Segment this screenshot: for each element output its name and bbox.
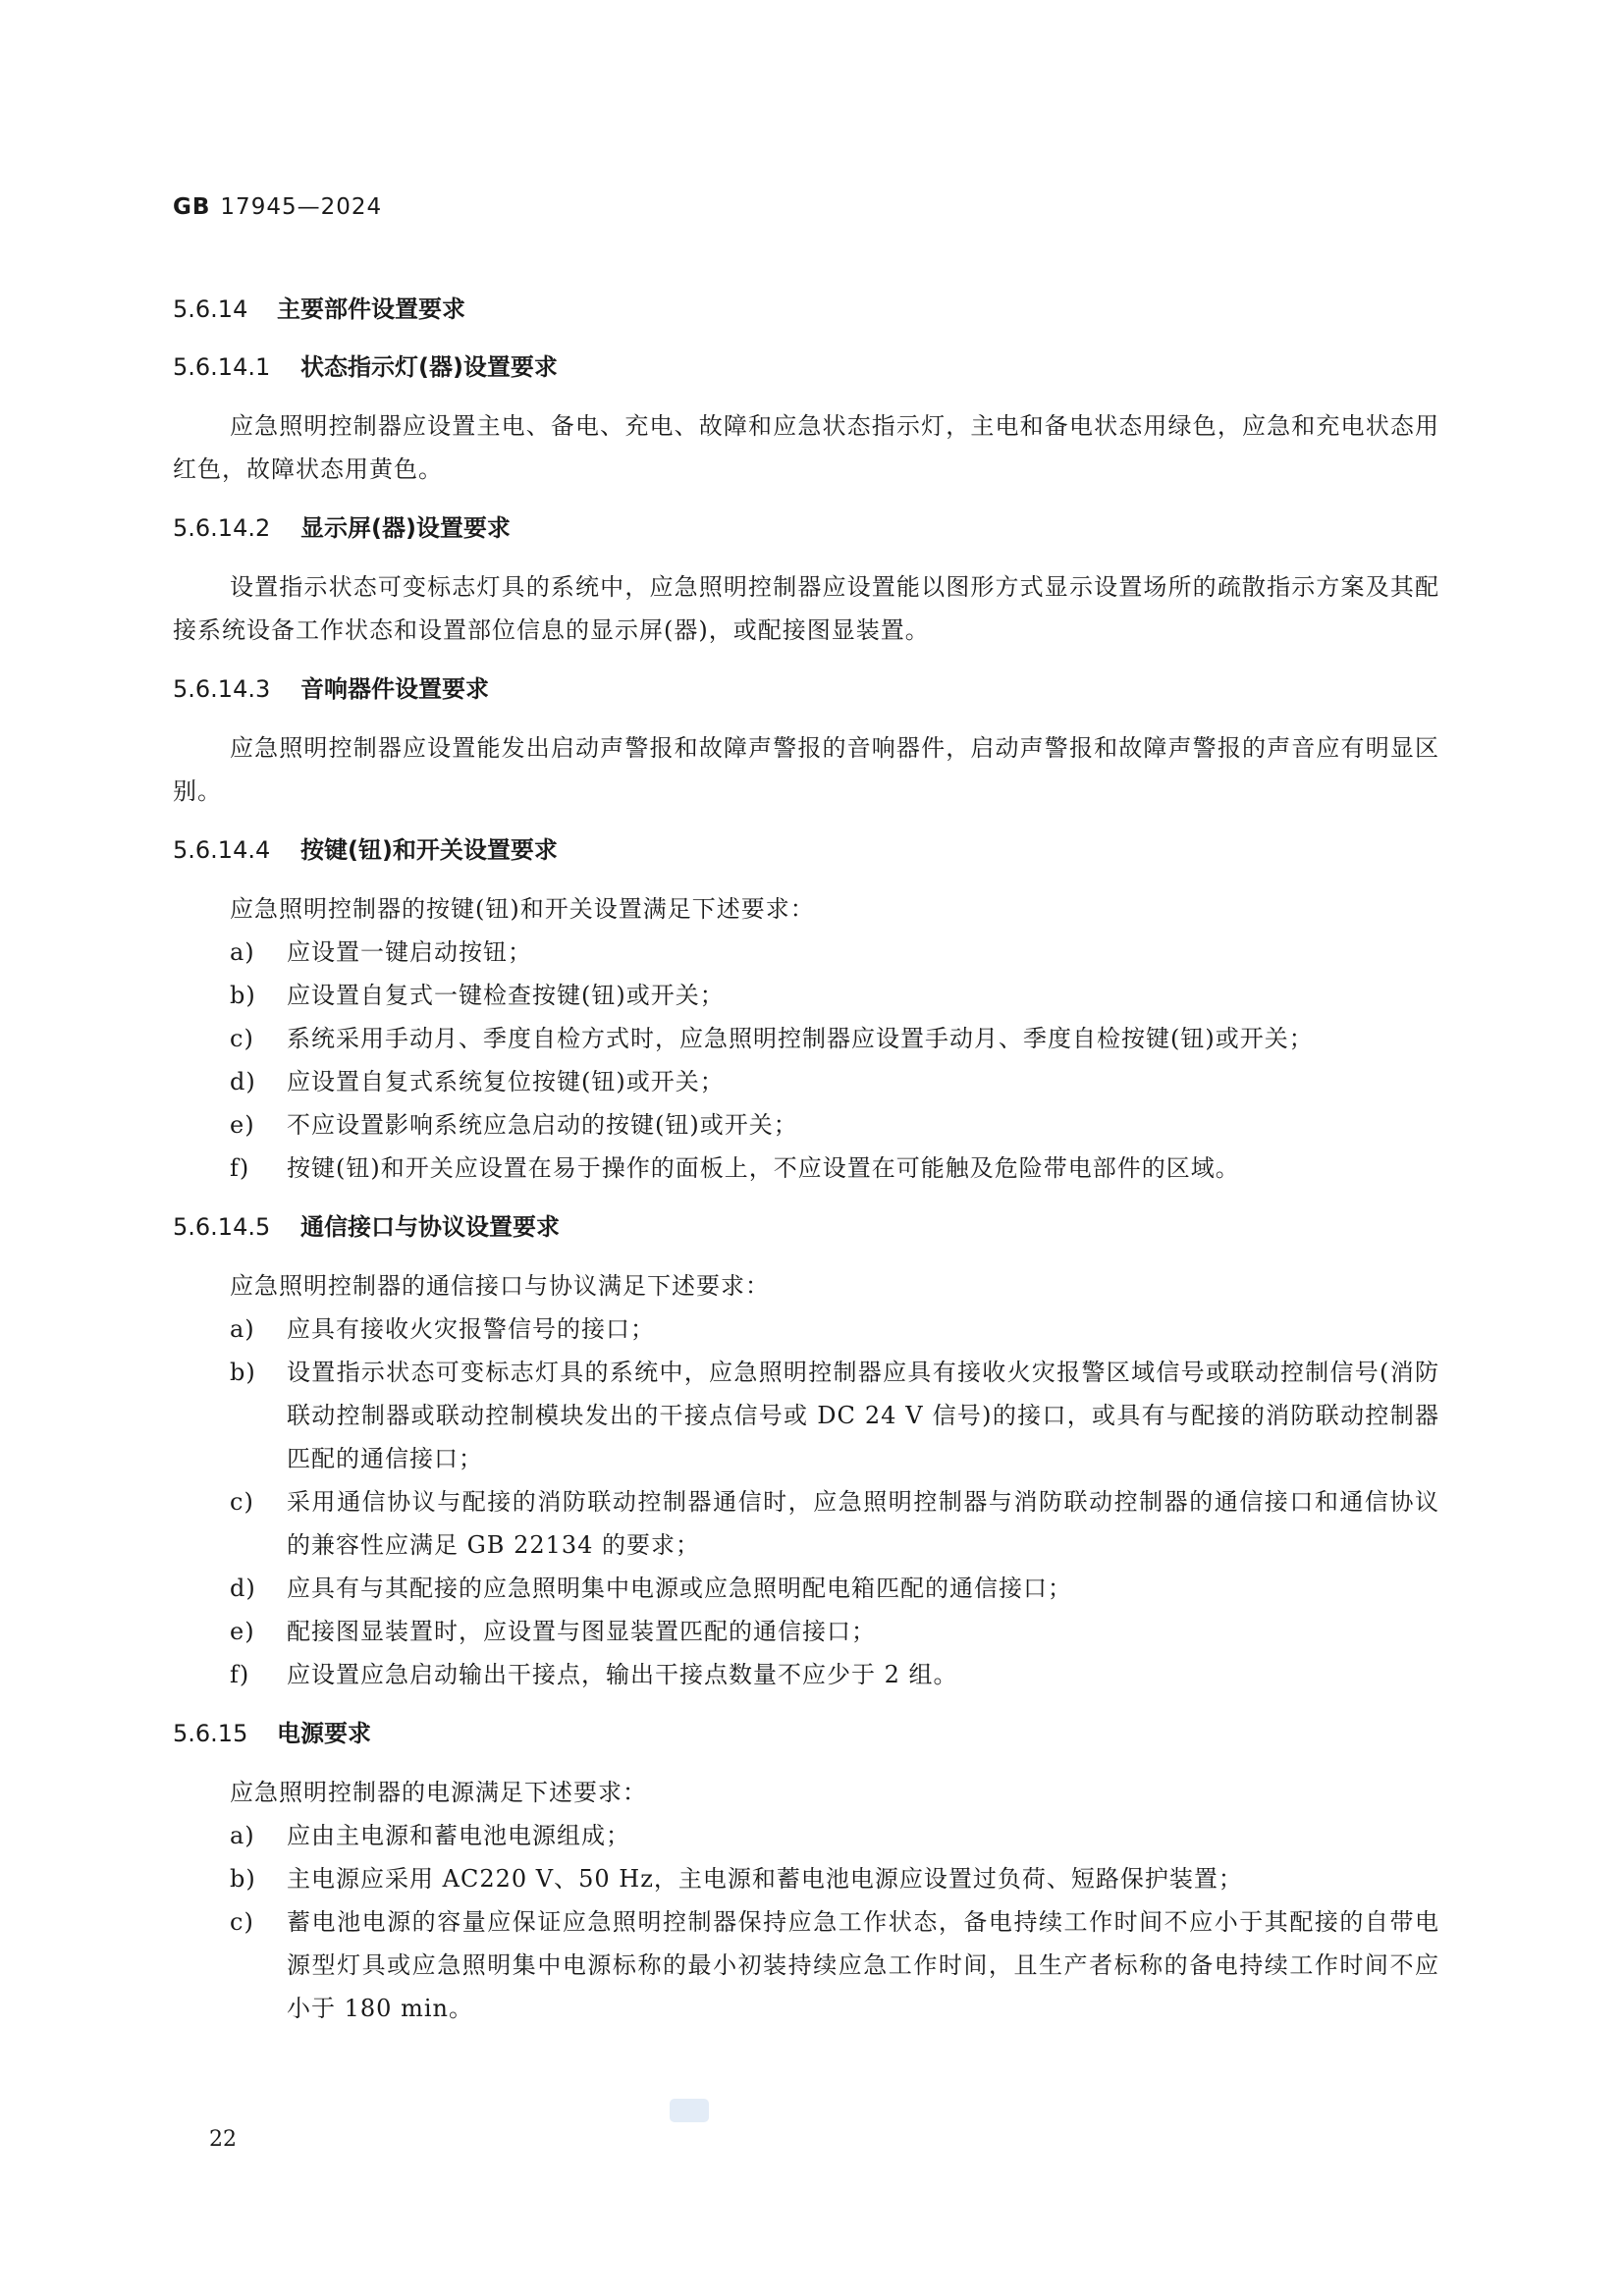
list-item — [173, 1103, 1439, 1147]
section-title: 主要部件设置要求 — [277, 295, 465, 323]
list-item — [173, 1480, 1439, 1567]
standard-header — [173, 194, 382, 220]
list-marker: a) — [230, 1315, 255, 1343]
list-marker: a) — [230, 1822, 255, 1849]
section-number: 5.6.14.4 — [173, 836, 271, 864]
section-heading-5-6-14-1 — [173, 347, 1439, 388]
list-marker: c) — [230, 1488, 254, 1516]
list-marker: c) — [230, 1908, 254, 1936]
section-heading-5-6-14-5 — [173, 1206, 1439, 1248]
section-number: 5.6.15 — [173, 1720, 248, 1747]
section-title: 显示屏(器)设置要求 — [300, 514, 511, 542]
list-marker: d) — [230, 1575, 256, 1602]
list-text: 系统采用手动月、季度自检方式时，应急照明控制器应设置手动月、季度自检按键(钮)或开关； — [287, 1025, 1314, 1052]
list-lead: 应急照明控制器的通信接口与协议满足下述要求： — [230, 1272, 770, 1300]
list-text: 设置指示状态可变标志灯具的系统中，应急照明控制器应具有接收火灾报警区域信号或联动控制信号(消防联动控制器或联动控制模块发出的干接点信号或 DC 24 V 信号)的接口，或具有与配接的消防联动控制器匹配的通信接口； — [287, 1359, 1439, 1472]
section-paragraph: 应急照明控制器应设置主电、备电、充电、故障和应急状态指示灯，主电和备电状态用绿色，应急和充电状态用红色，故障状态用黄色。 — [173, 412, 1439, 483]
list-marker: e) — [230, 1111, 255, 1139]
section-heading-5-6-14 — [173, 289, 1439, 330]
section-paragraph: 设置指示状态可变标志灯具的系统中，应急照明控制器应设置能以图形方式显示设置场所的疏散指示方案及其配接系统设备工作状态和设置部位信息的显示屏(器)，或配接图显装置。 — [173, 573, 1439, 644]
list-text: 按键(钮)和开关应设置在易于操作的面板上，不应设置在可能触及危险带电部件的区域。 — [287, 1154, 1240, 1182]
list-item — [173, 1567, 1439, 1610]
list-item — [173, 1351, 1439, 1480]
list-item — [173, 1857, 1439, 1900]
list-marker: c) — [230, 1025, 254, 1052]
list-text: 应设置一键启动按钮； — [287, 938, 532, 966]
section-paragraph: 应急照明控制器应设置能发出启动声警报和故障声警报的音响器件，启动声警报和故障声警报的声音应有明显区别。 — [173, 734, 1439, 805]
watermark-logo — [670, 2099, 709, 2122]
list-item — [173, 1610, 1439, 1653]
section-heading-5-6-14-2 — [173, 507, 1439, 549]
list-marker: a) — [230, 938, 255, 966]
list-text: 采用通信协议与配接的消防联动控制器通信时，应急照明控制器与消防联动控制器的通信接口和通信协议的兼容性应满足 GB 22134 的要求； — [287, 1488, 1439, 1559]
list-item — [173, 974, 1439, 1017]
list-marker: f) — [230, 1154, 250, 1182]
document-body — [173, 289, 1439, 2047]
section-title: 按键(钮)和开关设置要求 — [300, 836, 558, 864]
list-text: 应具有与其配接的应急照明集中电源或应急照明配电箱匹配的通信接口； — [287, 1575, 1072, 1602]
page-number: 22 — [209, 2127, 237, 2152]
list-item — [173, 1060, 1439, 1103]
list-marker: d) — [230, 1068, 256, 1095]
list-marker: b) — [230, 1359, 256, 1386]
list-item — [173, 1308, 1439, 1351]
list-text: 应具有接收火灾报警信号的接口； — [287, 1315, 655, 1343]
section-title: 音响器件设置要求 — [300, 675, 489, 703]
list-item — [173, 1900, 1439, 2030]
list-text: 应设置自复式一键检查按键(钮)或开关； — [287, 982, 725, 1009]
section-heading-5-6-15 — [173, 1713, 1439, 1754]
section-title: 通信接口与协议设置要求 — [300, 1213, 560, 1241]
requirement-list — [173, 887, 1439, 1190]
section-heading-5-6-14-3 — [173, 668, 1439, 710]
list-marker: e) — [230, 1618, 255, 1645]
list-item — [173, 931, 1439, 974]
list-marker: f) — [230, 1661, 250, 1688]
requirement-list — [173, 1771, 1439, 2030]
list-item — [173, 1653, 1439, 1696]
list-text: 应设置自复式系统复位按键(钮)或开关； — [287, 1068, 725, 1095]
list-text: 应设置应急启动输出干接点，输出干接点数量不应少于 2 组。 — [287, 1661, 958, 1688]
list-marker: b) — [230, 982, 256, 1009]
list-lead: 应急照明控制器的电源满足下述要求： — [230, 1779, 647, 1806]
section-number: 5.6.14 — [173, 295, 248, 323]
list-text: 不应设置影响系统应急启动的按键(钮)或开关； — [287, 1111, 798, 1139]
standard-prefix: GB — [173, 194, 211, 220]
list-lead: 应急照明控制器的按键(钮)和开关设置满足下述要求： — [230, 895, 815, 923]
section-number: 5.6.14.1 — [173, 353, 271, 381]
requirement-list — [173, 1264, 1439, 1696]
list-text: 应由主电源和蓄电池电源组成； — [287, 1822, 630, 1849]
section-title: 状态指示灯(器)设置要求 — [300, 353, 558, 381]
standard-number: 17945—2024 — [220, 194, 383, 220]
section-number: 5.6.14.5 — [173, 1213, 271, 1241]
list-text: 配接图显装置时，应设置与图显装置匹配的通信接口； — [287, 1618, 876, 1645]
list-text: 主电源应采用 AC220 V、50 Hz，主电源和蓄电池电源应设置过负荷、短路保护装置； — [287, 1865, 1243, 1893]
section-number: 5.6.14.3 — [173, 675, 271, 703]
list-marker: b) — [230, 1865, 256, 1893]
list-text: 蓄电池电源的容量应保证应急照明控制器保持应急工作状态，备电持续工作时间不应小于其配接的自带电源型灯具或应急照明集中电源标称的最小初装持续应急工作时间，且生产者标称的备电持续工作时间不应小于 180 min。 — [287, 1908, 1439, 2022]
list-item — [173, 1017, 1439, 1060]
section-heading-5-6-14-4 — [173, 829, 1439, 871]
list-item — [173, 1814, 1439, 1857]
section-number: 5.6.14.2 — [173, 514, 271, 542]
list-item — [173, 1147, 1439, 1190]
section-title: 电源要求 — [277, 1720, 371, 1747]
